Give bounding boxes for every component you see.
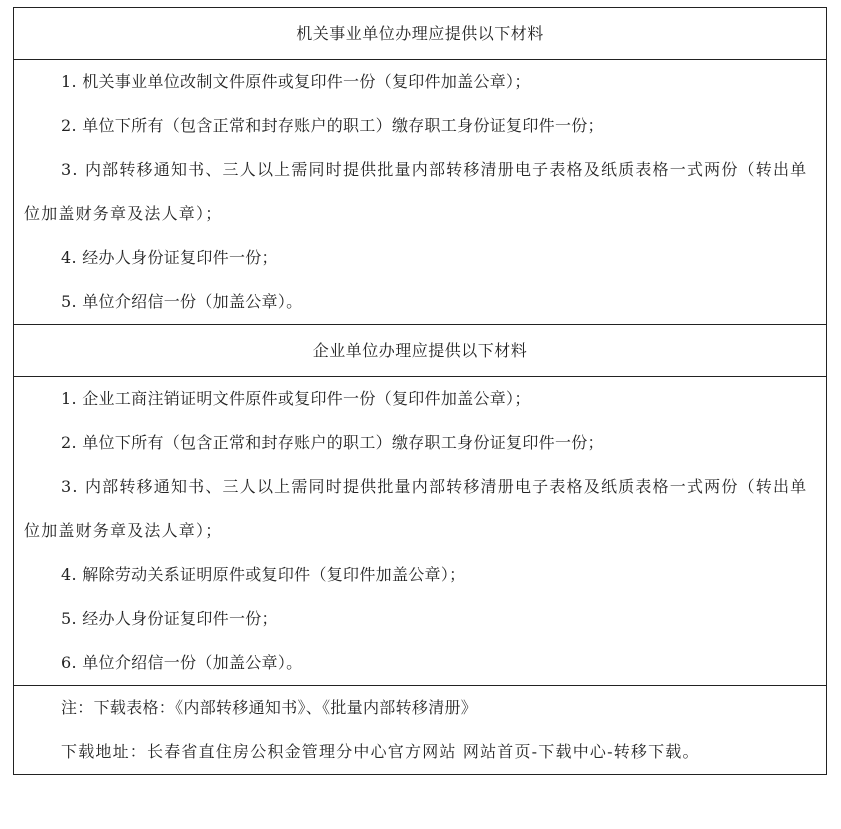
enterprise-section-title: 企业单位办理应提供以下材料 [312, 341, 528, 360]
download-address-note: 下载地址：长春省直住房公积金管理分中心官方网站 网站首页-下载中心-转移下载。 [61, 742, 700, 761]
government-section-body [14, 60, 827, 325]
government-item-4: 4. 经办人身份证复印件一份； [61, 248, 278, 267]
download-note [14, 686, 827, 775]
enterprise-item-6: 6. 单位介绍信一份（加盖公章）。 [61, 653, 303, 672]
enterprise-section-body [14, 377, 827, 686]
download-forms-note: 注：下载表格：《内部转移通知书》、《批量内部转移清册》 [61, 698, 478, 717]
government-item-1: 1. 机关事业单位改制文件原件或复印件一份（复印件加盖公章）； [61, 72, 531, 91]
enterprise-item-4: 4. 解除劳动关系证明原件或复印件（复印件加盖公章）； [61, 565, 466, 584]
government-item-3: 3. 内部转移通知书、三人以上需同时提供批量内部转移清册电子表格及纸质表格一式两份（转出单位加盖财务章及法人章）； [24, 160, 808, 223]
enterprise-item-5: 5. 经办人身份证复印件一份； [61, 609, 278, 628]
enterprise-item-2: 2. 单位下所有（包含正常和封存账户的职工）缴存职工身份证复印件一份； [61, 433, 604, 452]
government-item-2: 2. 单位下所有（包含正常和封存账户的职工）缴存职工身份证复印件一份； [61, 116, 604, 135]
government-item-5: 5. 单位介绍信一份（加盖公章）。 [61, 292, 303, 311]
government-section-header [14, 8, 827, 60]
materials-table [13, 7, 827, 775]
enterprise-item-3: 3. 内部转移通知书、三人以上需同时提供批量内部转移清册电子表格及纸质表格一式两份（转出单位加盖财务章及法人章）； [24, 477, 808, 540]
enterprise-item-1: 1. 企业工商注销证明文件原件或复印件一份（复印件加盖公章）； [61, 389, 531, 408]
enterprise-section-header [14, 325, 827, 377]
government-section-title: 机关事业单位办理应提供以下材料 [296, 24, 544, 43]
